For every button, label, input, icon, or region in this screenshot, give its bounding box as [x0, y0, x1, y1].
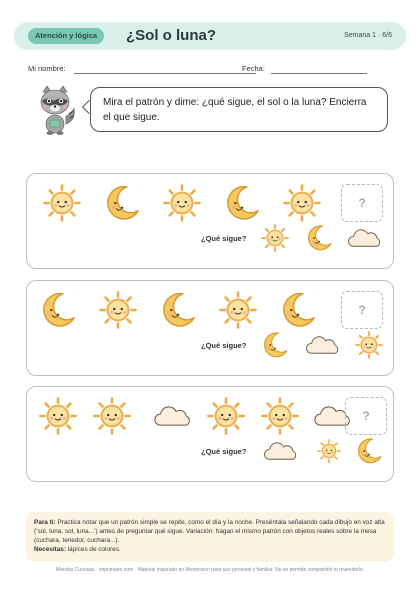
header-bar — [14, 22, 406, 50]
raccoon-mascot-icon — [36, 84, 76, 136]
date-label: Fecha: — [242, 64, 265, 73]
option-cloud-icon[interactable] — [261, 437, 299, 465]
moon-icon — [103, 184, 141, 222]
sun-icon — [163, 184, 201, 222]
sun-icon — [219, 291, 257, 329]
option-moon-icon[interactable] — [305, 224, 333, 252]
pattern-card-1 — [26, 173, 394, 269]
answer-box[interactable]: ? — [341, 291, 383, 329]
next-question-label: ¿Qué sigue? — [201, 234, 247, 243]
next-question-label: ¿Qué sigue? — [201, 341, 247, 350]
pattern-card-3 — [26, 386, 394, 482]
moon-icon — [223, 184, 261, 222]
pattern-card-2 — [26, 280, 394, 376]
moon-icon — [39, 291, 77, 329]
option-cloud-icon[interactable] — [345, 224, 383, 252]
sun-icon — [93, 397, 131, 435]
sun-icon — [99, 291, 137, 329]
option-sun-icon[interactable] — [355, 331, 383, 359]
option-sun-icon[interactable] — [261, 224, 289, 252]
answer-box[interactable]: ? — [345, 397, 387, 435]
option-sun-icon[interactable] — [317, 437, 341, 465]
sun-icon — [283, 184, 321, 222]
moon-icon — [279, 291, 317, 329]
option-cloud-icon[interactable] — [303, 331, 341, 359]
parent-tip-box — [26, 512, 394, 562]
instruction-bubble — [90, 87, 388, 132]
option-moon-icon[interactable] — [261, 331, 289, 359]
option-moon-icon[interactable] — [355, 437, 383, 465]
sun-icon — [39, 397, 77, 435]
tip-text: Practica notar que un patrón simple se repite, como el día y la noche. Preséntala señalando cada dibujo en voz alta (‘sol, luna, sol, luna...’) antes de preguntar qué sigue. Variación: hagan el mismo patrón con objetos reales sobre la mesa (cuchara, tenedor, cuchara...). — [34, 519, 385, 544]
materials-label: Necesitas: — [34, 546, 66, 553]
name-field-line[interactable] — [74, 73, 256, 74]
page-title: ¿Sol o luna? — [126, 27, 216, 44]
next-question-label: ¿Qué sigue? — [201, 447, 247, 456]
cloud-icon — [151, 401, 193, 431]
materials-line — [34, 545, 386, 554]
answer-box[interactable]: ? — [341, 184, 383, 222]
week-label: Semana 1 · 6/6 — [344, 32, 392, 39]
tip-paragraph — [34, 518, 386, 545]
category-badge: Atención y lógica — [28, 28, 104, 44]
sun-icon — [43, 184, 81, 222]
credit-line: Manitas Curiosas · imprimario.com · Material inspirado en Montessori para uso personal y familiar. No se permite compartirlo ni revenderlo. — [55, 567, 365, 573]
name-date-row — [28, 64, 398, 78]
tip-label: Para ti: — [34, 519, 56, 526]
moon-icon — [159, 291, 197, 329]
sun-icon — [261, 397, 299, 435]
instruction-text: Mira el patrón y dime: ¿qué sigue, el sol o la luna? Encierra el que sigue. — [103, 97, 367, 123]
sun-icon — [207, 397, 245, 435]
name-label: Mi nombre: — [28, 64, 66, 73]
materials-text: lápices de colores. — [65, 546, 121, 553]
date-field-line[interactable] — [271, 73, 367, 74]
